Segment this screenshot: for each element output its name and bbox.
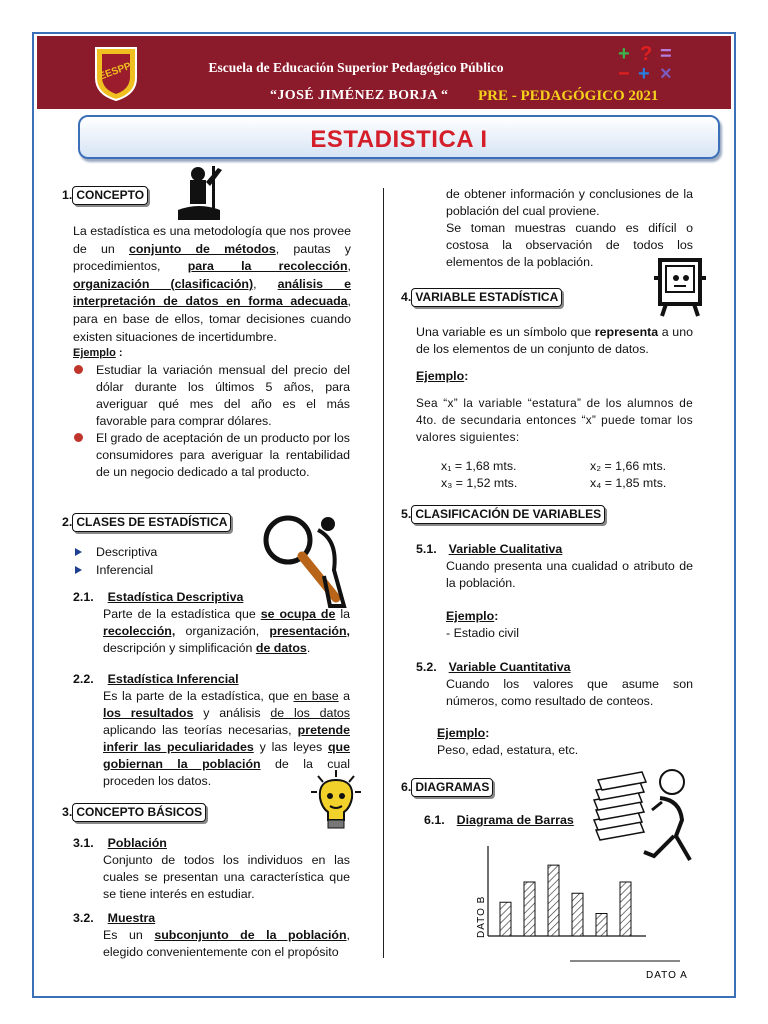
bar-4 xyxy=(572,893,583,936)
presenter-clipart xyxy=(170,162,228,222)
subsection-5-1-heading: 5.1. Variable Cualitativa xyxy=(416,542,563,556)
subsection-5-2-text: Cuando los valores que asume son números, como resultado de conteos. xyxy=(446,677,693,708)
section-1-paragraph: La estadística es una metodología que nos provee de un conjunto de métodos, pautas y procedimientos, para la recolección, organización (clasificación), análisis e interpretación de datos en forma adecuada, para en base de ellos, tomar decisiones cuando existen situaciones de incertidumbre. xyxy=(73,224,352,344)
lightbulb-clipart xyxy=(308,768,364,834)
bar-6 xyxy=(620,882,631,936)
example-1: Estudiar la variación mensual del precio del dólar durante los últimos 5 años, para averiguar qué mes del año es el más favorable para comprar dólares. xyxy=(96,363,350,428)
value-x1: x₁ = 1,68 mts. xyxy=(441,459,517,473)
bullet-icon xyxy=(74,433,83,442)
bar-chart xyxy=(470,840,700,988)
x-axis-label: DATO A xyxy=(646,970,688,981)
subsection-5-1-example-label: Ejemplo: xyxy=(446,609,499,623)
section-6-heading: 6. DIAGRAMAS xyxy=(401,778,493,797)
section-4-definition: Una variable es un símbolo que representa a uno de los elementos de un conjunto de datos. xyxy=(416,325,693,356)
section-3-heading: 3. CONCEPTO BÁSICOS xyxy=(62,803,206,822)
muestra-continued-text: de obtener información y conclusiones de la población del cual proviene. xyxy=(446,187,693,218)
op-equal: = xyxy=(660,43,672,65)
section-4-example-text: Sea “x” la variable “estatura” de los alumnos de 4to. de secundaria entonces “x” puede tomar los valores siguientes: xyxy=(416,396,693,444)
y-axis-label: DATO B xyxy=(476,895,487,938)
muestra-extra-text: Se toman muestras cuando es difícil o costosa la observación de todos los elementos de la población. xyxy=(446,221,693,269)
subsection-2-1-text: Parte de la estadística que se ocupa de la recolección, organización, presentación, descripción y simplificación de datos. xyxy=(103,607,350,655)
op-plus: + xyxy=(618,43,630,65)
subsection-2-2-text: Es la parte de la estadística, que en base a los resultados y análisis de los datos aplicando las teorías necesarias, pretende inferir las peculiaridades y las leyes que gobiernan la población de la cual proceden los datos. xyxy=(103,689,351,788)
section-2-heading: 2. CLASES DE ESTADÍSTICA xyxy=(62,513,231,532)
subsection-3-2-heading: 3.2. Muestra xyxy=(73,911,156,925)
op-times: × xyxy=(660,63,672,82)
subsection-6-1-heading: 6.1. Diagrama de Barras xyxy=(424,813,574,827)
subsection-5-1-text: Cuando presenta una cualidad o atributo de la población. xyxy=(446,559,693,590)
subsection-5-2-example: Peso, edad, estatura, etc. xyxy=(437,743,579,757)
bar-3 xyxy=(548,865,559,936)
class-item-2: Inferencial xyxy=(96,563,154,577)
subsection-2-2-heading: 2.2. Estadística Inferencial xyxy=(73,672,239,686)
section-5-heading: 5. CLASIFICACIÓN DE VARIABLES xyxy=(401,505,605,524)
bullet-arrow-icon xyxy=(75,548,82,556)
subsection-3-1-heading: 3.1. Población xyxy=(73,836,167,850)
subsection-3-2-text: Es un subconjunto de la población, elegido convenientemente con el propósito xyxy=(103,928,350,959)
magnifier-man-clipart xyxy=(258,510,358,610)
value-x3: x₃ = 1,52 mts. xyxy=(441,476,518,490)
op-plus-2: + xyxy=(638,63,650,82)
op-minus: − xyxy=(618,63,630,82)
example-label: Ejemplo : xyxy=(73,347,123,359)
title-box xyxy=(78,115,720,159)
section-4-heading: 4. VARIABLE ESTADÍSTICA xyxy=(401,288,562,307)
bar-1 xyxy=(500,902,511,936)
subsection-3-1-text: Conjunto de todos los individuos en las cuales se presentan una característica que se tiene interés en estudiar. xyxy=(103,853,350,901)
math-operators-icon xyxy=(614,42,684,82)
op-question: ? xyxy=(640,43,653,65)
column-divider xyxy=(383,188,384,958)
subsection-5-1-example: - Estadio civil xyxy=(446,626,519,640)
subsection-5-2-heading: 5.2. Variable Cuantitativa xyxy=(416,660,571,674)
subsection-2-1-heading: 2.1. Estadística Descriptiva xyxy=(73,590,244,604)
logo-emblem xyxy=(92,44,140,102)
school-name: Escuela de Educación Superior Pedagógico Público xyxy=(208,60,504,75)
class-item-1: Descriptiva xyxy=(96,545,158,559)
computer-character-clipart xyxy=(654,256,706,318)
section-4-example-label: Ejemplo: xyxy=(416,369,469,383)
page-title: ESTADISTICA I xyxy=(310,126,488,153)
value-x4: x₄ = 1,85 mts. xyxy=(590,476,667,490)
value-x2: x₂ = 1,66 mts. xyxy=(590,459,667,473)
bullet-arrow-icon xyxy=(75,566,82,574)
bullet-icon xyxy=(74,365,83,374)
institute-name: “JOSÉ JIMÉNEZ BORJA “ xyxy=(270,88,449,103)
program-label: PRE - PEDAGÓGICO 2021 xyxy=(478,88,659,104)
bar-2 xyxy=(524,882,535,936)
bar-5 xyxy=(596,914,607,937)
logo-text: EESPP xyxy=(97,60,133,83)
section-1-heading: 1. CONCEPTO xyxy=(62,186,148,205)
subsection-5-2-example-label: Ejemplo: xyxy=(437,726,490,740)
example-2: El grado de aceptación de un producto por los consumidores para averiguar la rentabilidad de un negocio dedicado a tal producto. xyxy=(96,431,350,479)
